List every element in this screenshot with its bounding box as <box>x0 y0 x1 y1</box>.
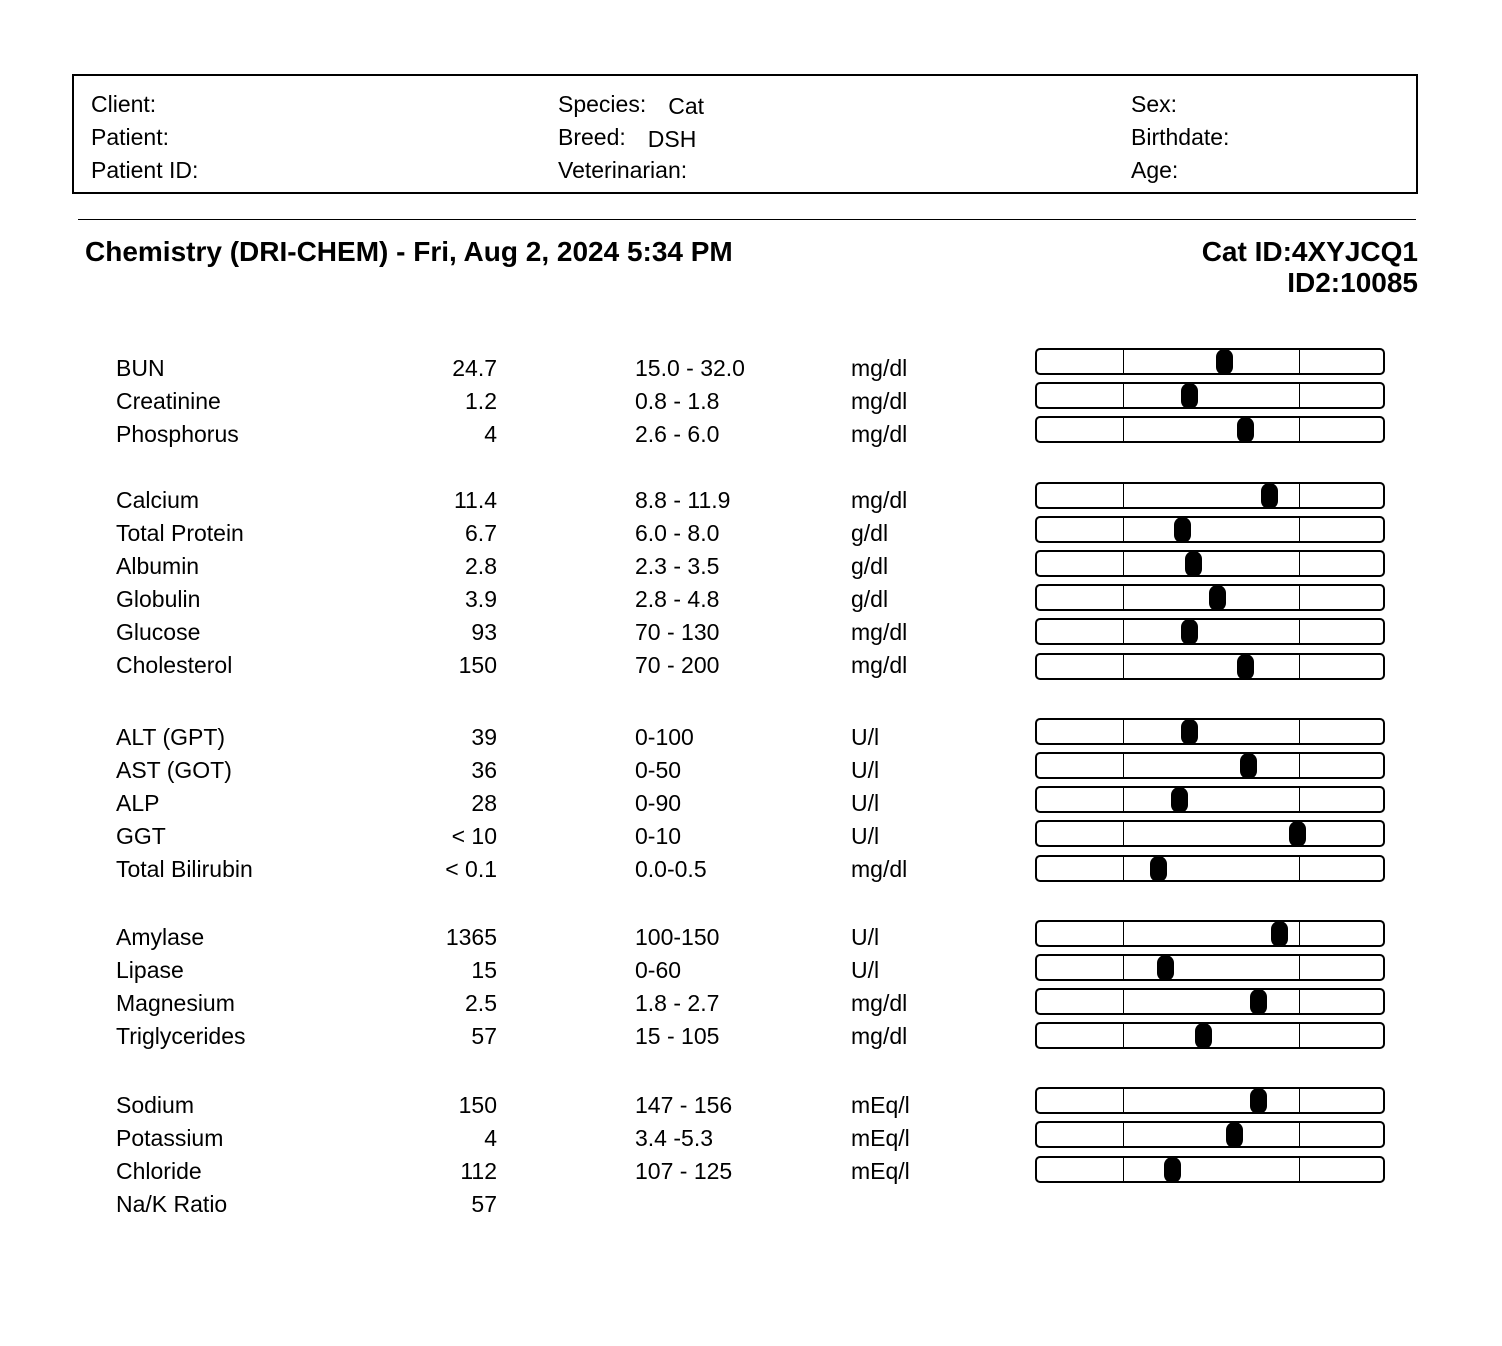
cat-id: Cat ID:4XYJCQ1 <box>1201 236 1418 267</box>
range-bar <box>1035 516 1385 543</box>
range-bar-tick <box>1299 788 1300 811</box>
result-marker <box>1237 654 1254 680</box>
result-range: 0-50 <box>635 757 682 783</box>
result-range: 15 - 105 <box>635 1023 720 1049</box>
veterinarian-field <box>558 158 687 182</box>
result-name: GGT <box>116 823 166 849</box>
id2: ID2:10085 <box>1287 267 1418 298</box>
range-bar <box>1035 618 1385 645</box>
result-range: 0.8 - 1.8 <box>635 388 720 414</box>
range-bar-tick <box>1123 822 1124 845</box>
range-bar-tick <box>1123 990 1124 1013</box>
result-value: 1.2 <box>465 388 497 414</box>
result-name: Cholesterol <box>116 652 233 678</box>
result-range: 100-150 <box>635 924 720 950</box>
result-name: Glucose <box>116 619 201 645</box>
result-marker <box>1171 787 1188 813</box>
result-value: 24.7 <box>452 355 497 381</box>
result-value: 57 <box>471 1191 497 1217</box>
result-range: 107 - 125 <box>635 1158 733 1184</box>
range-bar-tick <box>1299 1123 1300 1146</box>
range-bar <box>1035 954 1385 981</box>
patient-id-field <box>91 158 198 182</box>
result-name: ALT (GPT) <box>116 724 226 750</box>
result-name: Creatinine <box>116 388 221 414</box>
range-bar <box>1035 820 1385 847</box>
result-unit: mg/dl <box>851 856 908 882</box>
result-name: Chloride <box>116 1158 202 1184</box>
result-unit: U/l <box>851 790 880 816</box>
age-label: Age: <box>1131 157 1179 183</box>
client-label: Client: <box>91 91 157 117</box>
range-bar <box>1035 786 1385 813</box>
range-bar <box>1035 1087 1385 1114</box>
result-unit: U/l <box>851 924 880 950</box>
veterinarian-label: Veterinarian: <box>558 157 688 183</box>
result-range: 0-100 <box>635 724 694 750</box>
result-range: 2.8 - 4.8 <box>635 586 720 612</box>
result-name: AST (GOT) <box>116 757 232 783</box>
range-bar-tick <box>1299 552 1300 575</box>
range-bar <box>1035 855 1385 882</box>
range-bar-tick <box>1299 586 1300 609</box>
patient-field <box>91 125 169 149</box>
range-bar-tick <box>1123 720 1124 743</box>
result-unit: U/l <box>851 823 880 849</box>
result-unit: g/dl <box>851 553 889 579</box>
range-bar <box>1035 416 1385 443</box>
result-name: Potassium <box>116 1125 224 1151</box>
range-bar-tick <box>1299 956 1300 979</box>
range-bar-tick <box>1123 586 1124 609</box>
range-bar <box>1035 550 1385 577</box>
result-range: 15.0 - 32.0 <box>635 355 745 381</box>
range-bar-tick <box>1299 922 1300 945</box>
sex-field <box>1131 92 1177 116</box>
result-marker <box>1226 1122 1243 1148</box>
range-bar-tick <box>1123 1024 1124 1047</box>
range-bar-tick <box>1123 857 1124 880</box>
result-value: 15 <box>471 957 497 983</box>
result-value: 28 <box>471 790 497 816</box>
range-bar <box>1035 920 1385 947</box>
range-bar-tick <box>1123 922 1124 945</box>
result-value: < 10 <box>451 823 497 849</box>
result-marker <box>1181 383 1198 409</box>
range-bar-tick <box>1123 1158 1124 1181</box>
result-unit: U/l <box>851 757 880 783</box>
range-bar-tick <box>1123 518 1124 541</box>
range-bar-tick <box>1299 655 1300 678</box>
result-marker <box>1164 1157 1181 1183</box>
range-bar-tick <box>1299 384 1300 407</box>
range-bar-tick <box>1299 620 1300 643</box>
result-value: 11.4 <box>453 487 497 513</box>
result-value: 1365 <box>445 924 497 950</box>
result-unit: mEq/l <box>851 1158 910 1184</box>
client-field <box>91 92 156 116</box>
result-name: Total Bilirubin <box>116 856 253 882</box>
range-bar-tick <box>1123 788 1124 811</box>
range-bar-tick <box>1123 1123 1124 1146</box>
result-unit: U/l <box>851 724 880 750</box>
result-marker <box>1195 1023 1212 1049</box>
range-bar-tick <box>1123 350 1124 373</box>
result-marker <box>1185 551 1202 577</box>
range-bar-tick <box>1123 484 1124 507</box>
report-title: Chemistry (DRI-CHEM) - Fri, Aug 2, 2024 5:34 PM <box>85 236 733 267</box>
result-range: 70 - 200 <box>635 652 720 678</box>
species-label: Species: <box>558 91 647 117</box>
breed-field <box>558 124 697 152</box>
range-bar <box>1035 482 1385 509</box>
result-range: 3.4 -5.3 <box>635 1125 713 1151</box>
range-bar-tick <box>1299 418 1300 441</box>
result-range: 0-10 <box>635 823 682 849</box>
result-unit: mg/dl <box>851 990 908 1016</box>
range-bar-tick <box>1299 754 1300 777</box>
range-bar <box>1035 584 1385 611</box>
range-bar <box>1035 653 1385 680</box>
range-bar <box>1035 348 1385 375</box>
result-unit: mg/dl <box>851 355 908 381</box>
result-marker <box>1289 821 1306 847</box>
result-unit: mg/dl <box>851 388 908 414</box>
result-unit: U/l <box>851 957 880 983</box>
range-bar-tick <box>1123 1089 1124 1112</box>
result-value: 4 <box>484 421 497 447</box>
birthdate-label: Birthdate: <box>1131 124 1230 150</box>
result-name: Lipase <box>116 957 184 983</box>
range-bar-tick <box>1299 518 1300 541</box>
range-bar-tick <box>1299 990 1300 1013</box>
range-bar-tick <box>1299 720 1300 743</box>
result-marker <box>1250 989 1267 1015</box>
range-bar-tick <box>1123 754 1124 777</box>
range-bar-tick <box>1123 418 1124 441</box>
result-range: 0-60 <box>635 957 682 983</box>
range-bar-tick <box>1299 857 1300 880</box>
result-marker <box>1237 417 1254 443</box>
range-bar <box>1035 988 1385 1015</box>
result-value: 93 <box>471 619 497 645</box>
range-bar <box>1035 1156 1385 1183</box>
result-value: 150 <box>458 652 497 678</box>
result-name: Globulin <box>116 586 201 612</box>
result-value: 150 <box>458 1092 497 1118</box>
result-name: Amylase <box>116 924 205 950</box>
result-unit: mg/dl <box>851 421 908 447</box>
result-range: 2.6 - 6.0 <box>635 421 720 447</box>
result-value: 2.8 <box>465 553 497 579</box>
birthdate-field <box>1131 125 1229 149</box>
result-unit: mg/dl <box>851 1023 908 1049</box>
patient-label: Patient: <box>91 124 169 150</box>
result-value: 2.5 <box>465 990 497 1016</box>
result-range: 0-90 <box>635 790 682 816</box>
result-marker <box>1250 1088 1267 1114</box>
result-name: Triglycerides <box>116 1023 246 1049</box>
range-bar-tick <box>1123 956 1124 979</box>
result-marker <box>1209 585 1226 611</box>
result-range: 2.3 - 3.5 <box>635 553 720 579</box>
breed-label: Breed: <box>558 124 626 150</box>
result-unit: g/dl <box>851 520 889 546</box>
result-value: 6.7 <box>465 520 497 546</box>
report-ids <box>1202 236 1418 298</box>
result-unit: mEq/l <box>851 1092 910 1118</box>
breed-value: DSH <box>647 126 697 152</box>
patient-id-label: Patient ID: <box>91 157 199 183</box>
result-value: 3.9 <box>465 586 497 612</box>
sex-label: Sex: <box>1131 91 1178 117</box>
result-marker <box>1240 753 1257 779</box>
range-bar <box>1035 718 1385 745</box>
range-bar-tick <box>1299 1089 1300 1112</box>
range-bar-tick <box>1123 384 1124 407</box>
result-name: Phosphorus <box>116 421 239 447</box>
result-marker <box>1150 856 1167 882</box>
result-unit: mg/dl <box>851 619 908 645</box>
range-bar-tick <box>1299 350 1300 373</box>
result-unit: mg/dl <box>851 487 908 513</box>
range-bar-tick <box>1123 655 1124 678</box>
species-value: Cat <box>668 93 705 119</box>
range-bar <box>1035 382 1385 409</box>
result-range: 6.0 - 8.0 <box>635 520 720 546</box>
header-divider <box>78 219 1416 220</box>
result-name: ALP <box>116 790 160 816</box>
result-value: 112 <box>460 1158 497 1184</box>
result-marker <box>1216 349 1233 375</box>
result-value: 4 <box>484 1125 497 1151</box>
result-marker <box>1181 619 1198 645</box>
result-range: 0.0-0.5 <box>635 856 707 882</box>
species-field <box>558 91 705 119</box>
result-value: < 0.1 <box>445 856 497 882</box>
result-range: 8.8 - 11.9 <box>635 487 731 513</box>
result-name: Magnesium <box>116 990 235 1016</box>
result-name: Na/K Ratio <box>116 1191 228 1217</box>
range-bar-tick <box>1299 484 1300 507</box>
result-value: 57 <box>471 1023 497 1049</box>
result-marker <box>1174 517 1191 543</box>
range-bar-tick <box>1299 1024 1300 1047</box>
result-marker <box>1271 921 1288 947</box>
result-marker <box>1261 483 1278 509</box>
result-range: 147 - 156 <box>635 1092 733 1118</box>
range-bar-tick <box>1299 1158 1300 1181</box>
result-unit: mEq/l <box>851 1125 910 1151</box>
range-bar <box>1035 1022 1385 1049</box>
result-range: 70 - 130 <box>635 619 720 645</box>
result-name: Total Protein <box>116 520 244 546</box>
result-name: Albumin <box>116 553 200 579</box>
range-bar <box>1035 752 1385 779</box>
result-marker <box>1181 719 1198 745</box>
result-range: 1.8 - 2.7 <box>635 990 720 1016</box>
result-unit: g/dl <box>851 586 889 612</box>
result-name: BUN <box>116 355 165 381</box>
range-bar-tick <box>1123 552 1124 575</box>
result-name: Calcium <box>116 487 200 513</box>
range-bar <box>1035 1121 1385 1148</box>
result-marker <box>1157 955 1174 981</box>
result-value: 39 <box>471 724 497 750</box>
result-name: Sodium <box>116 1092 194 1118</box>
age-field <box>1131 158 1178 182</box>
result-unit: mg/dl <box>851 652 908 678</box>
range-bar-tick <box>1123 620 1124 643</box>
result-value: 36 <box>471 757 497 783</box>
